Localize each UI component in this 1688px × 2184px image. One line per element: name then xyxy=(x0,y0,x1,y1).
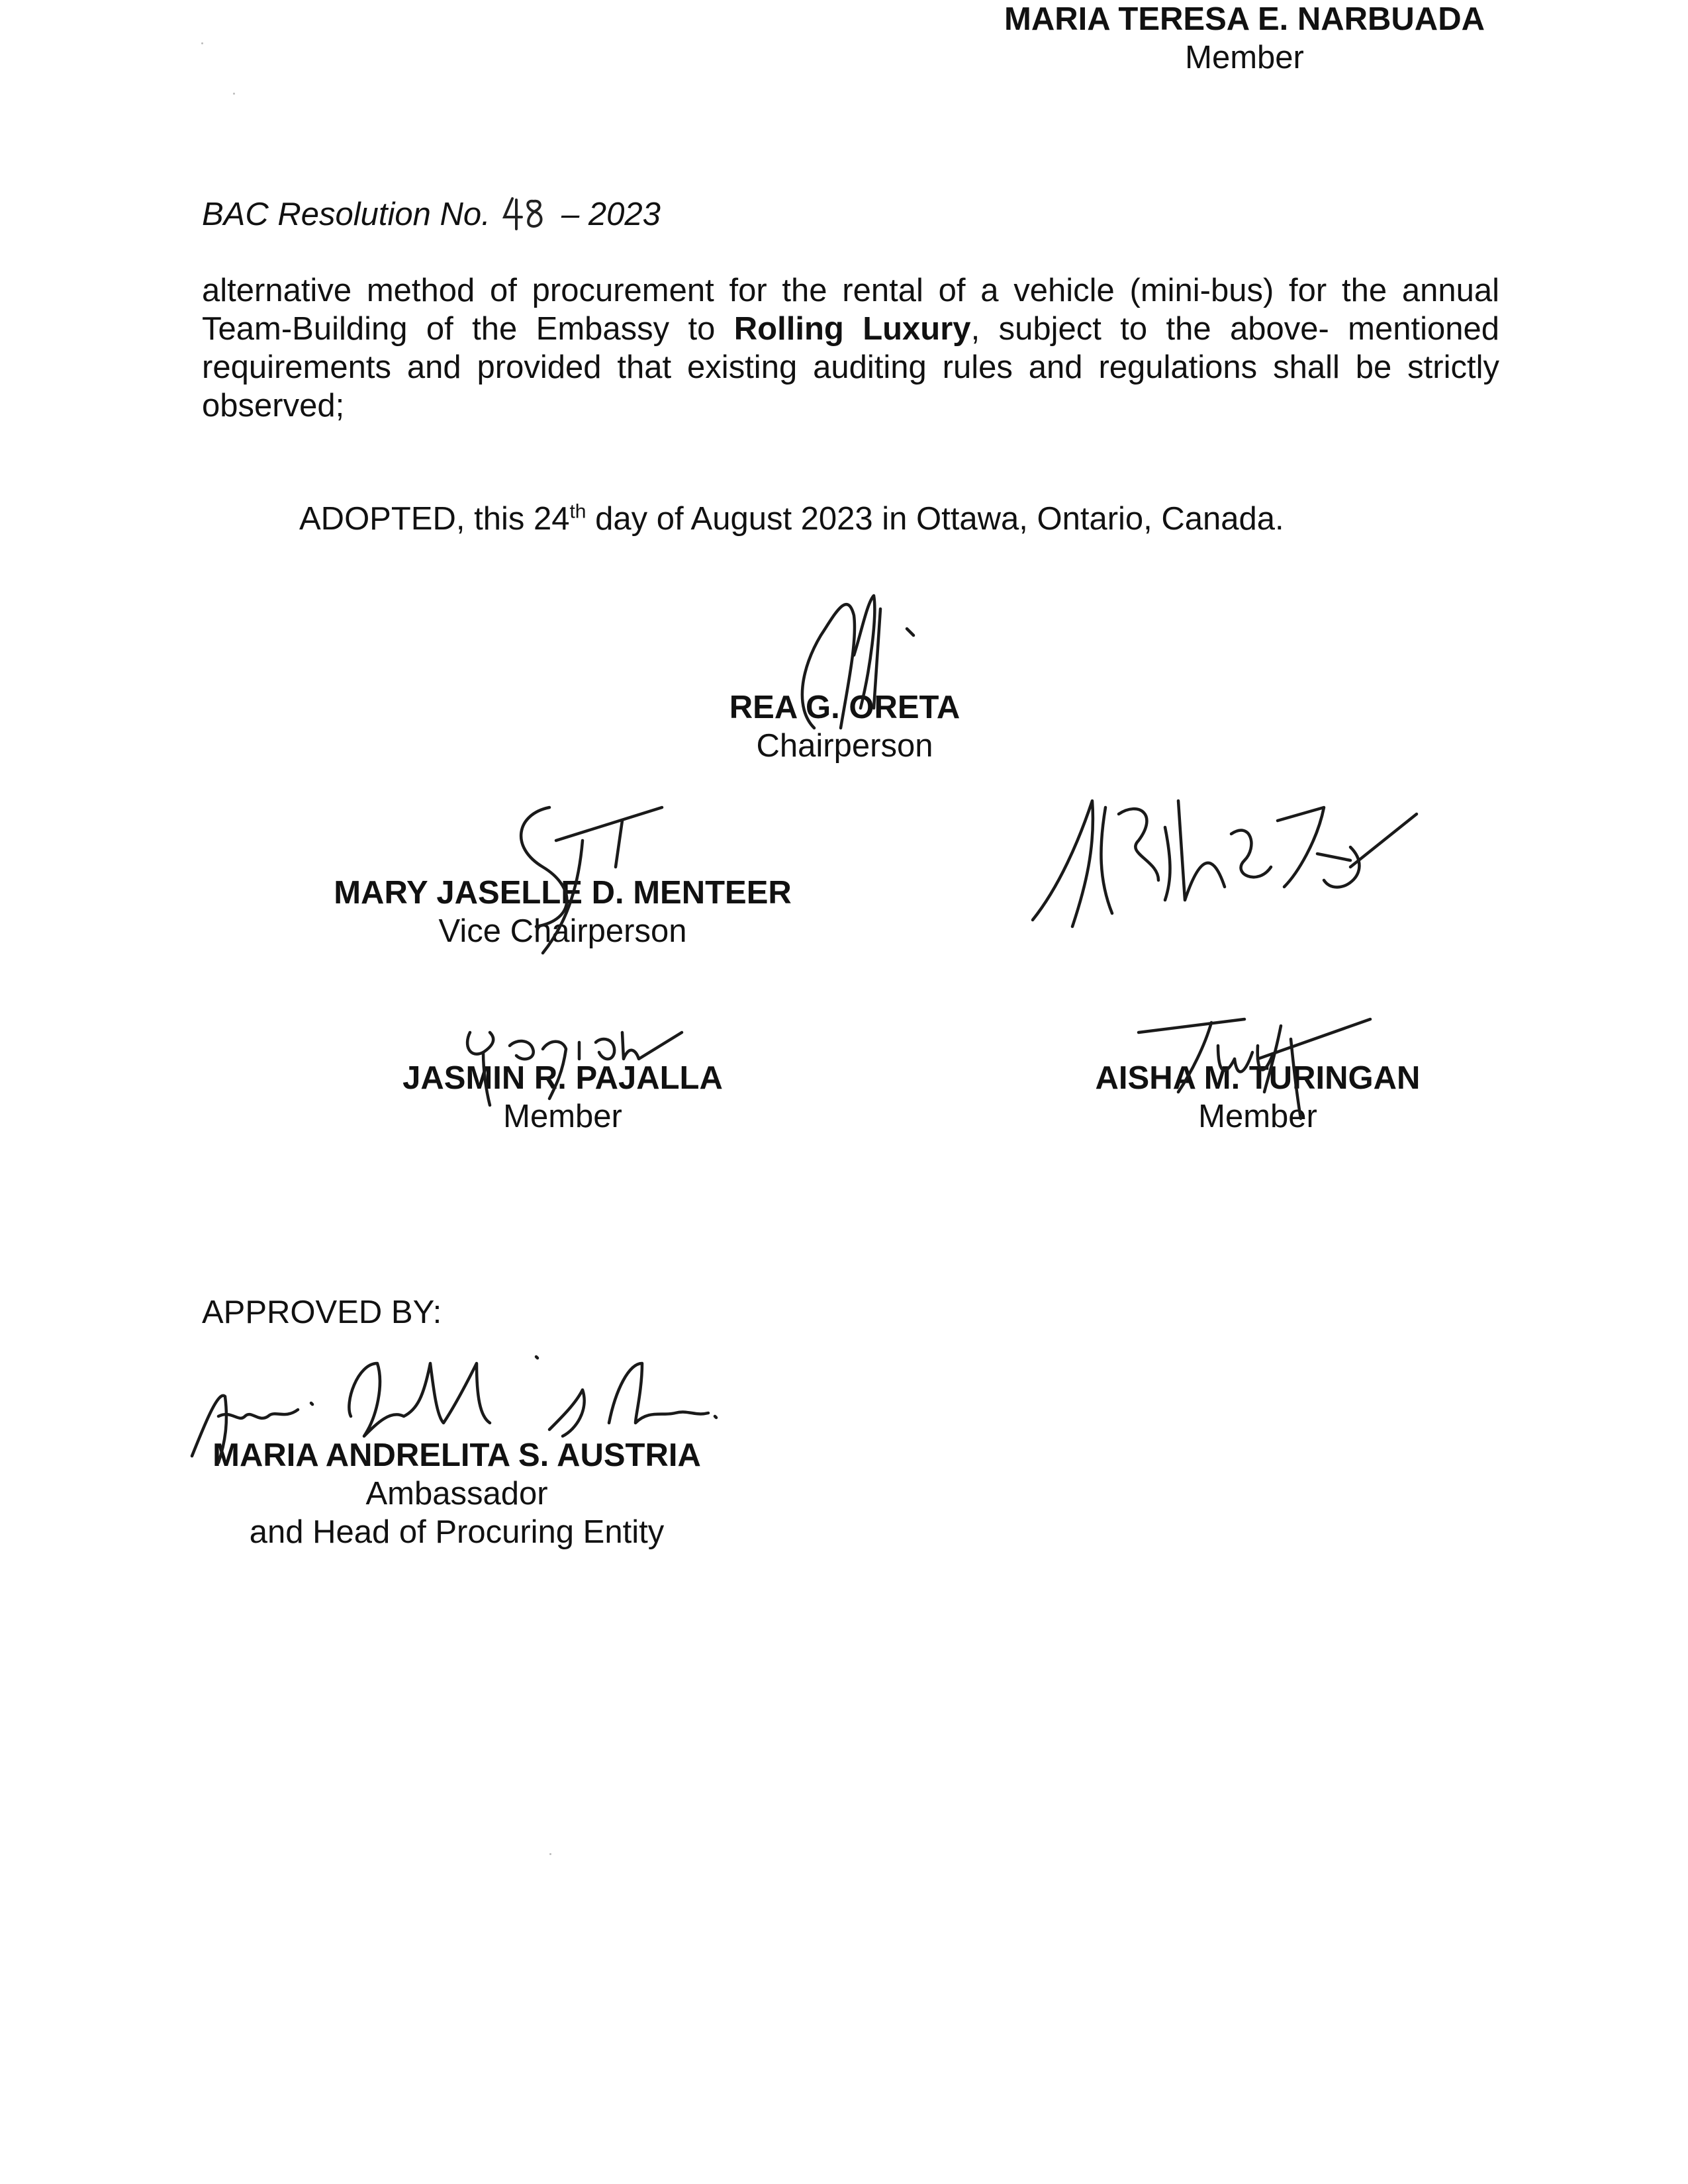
signature-block-chairperson xyxy=(686,688,1004,765)
signatory-name: JASMIN R. PAJALLA xyxy=(402,1060,723,1096)
supplier-name: Rolling Luxury xyxy=(733,311,971,347)
signatory-name: MARY JASELLE D. MENTEER xyxy=(334,875,792,911)
adopted-superscript: th xyxy=(569,500,586,523)
approver-name: MARIA ANDRELITA S. AUSTRIA xyxy=(212,1437,701,1473)
signature-block-member-turingan xyxy=(1046,1059,1470,1136)
signature-block-member-pajalla xyxy=(318,1059,808,1136)
adopted-statement xyxy=(299,500,1284,537)
signatory-role: Member xyxy=(1198,1099,1317,1134)
signature-member-narbuada xyxy=(1006,781,1430,953)
signatory-name: AISHA M. TURINGAN xyxy=(1095,1060,1421,1096)
body-text-part-1: alternative method of procurement for the rental of a vehicle (mini-bus) for the annual Team-Building of the Embassy to xyxy=(202,273,1499,347)
approver-role-line-1: Ambassador xyxy=(365,1476,548,1512)
scan-speck xyxy=(201,42,203,44)
signatory-role: Chairperson xyxy=(756,728,933,764)
resolution-ref-suffix: – 2023 xyxy=(552,197,661,232)
signatory-role: Vice Chairperson xyxy=(438,913,687,949)
signatory-role: Member xyxy=(1185,40,1304,75)
signatory-role: Member xyxy=(503,1099,622,1134)
approver-role-line-2: and Head of Procuring Entity xyxy=(249,1514,665,1550)
adopted-suffix: day of August 2023 in Ottawa, Ontario, Canada. xyxy=(586,501,1284,537)
handwritten-resolution-number xyxy=(499,193,552,233)
resolution-body-paragraph xyxy=(202,271,1499,425)
resolution-reference xyxy=(202,193,661,233)
signature-block-approver xyxy=(159,1436,755,1551)
adopted-prefix: ADOPTED, this 24 xyxy=(299,501,570,537)
signature-block-member-narbuada xyxy=(973,0,1516,77)
scan-speck xyxy=(549,1853,551,1855)
resolution-ref-prefix: BAC Resolution No. xyxy=(202,197,500,232)
scan-speck xyxy=(233,93,235,95)
signatory-name: REA G. ORETA xyxy=(729,690,961,725)
signatory-name: MARIA TERESA E. NARBUADA xyxy=(1004,1,1485,37)
signature-block-vice-chairperson xyxy=(311,874,814,950)
body-text-part-2: , subject to the above- mentioned requirements and provided that existing auditing rules and regulations shall be strictly observed; xyxy=(202,311,1500,424)
approved-by-label: APPROVED BY: xyxy=(202,1295,442,1330)
